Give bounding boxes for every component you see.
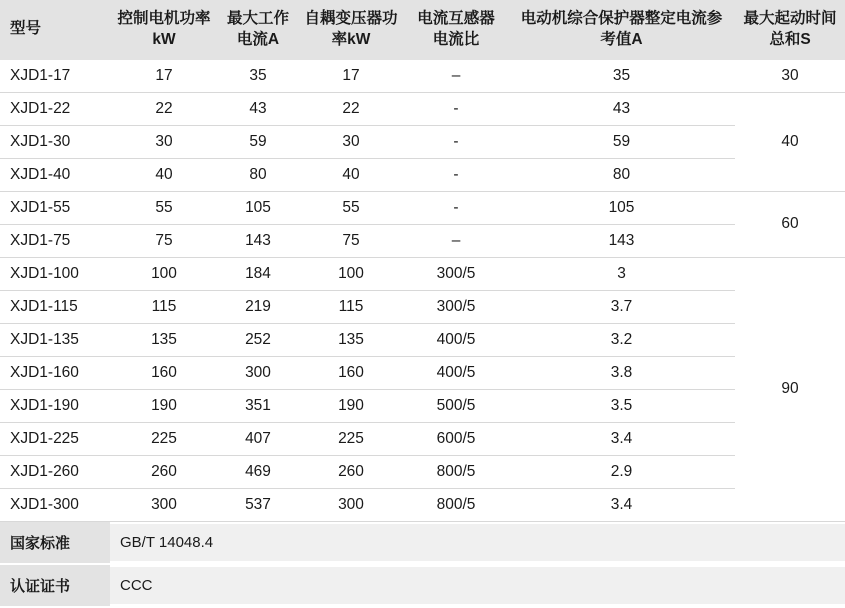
cell-ct-ratio: -: [404, 125, 508, 158]
cell-transformer-power: 100: [298, 257, 404, 290]
cell-start-time: 60: [735, 191, 845, 257]
cell-model: XJD1-40: [0, 158, 110, 191]
cell-ct-ratio: 600/5: [404, 422, 508, 455]
cell-transformer-power: 75: [298, 224, 404, 257]
cell-transformer-power: 135: [298, 323, 404, 356]
cell-model: XJD1-22: [0, 92, 110, 125]
table-row: [0, 290, 845, 323]
cell-motor-power: 115: [110, 290, 218, 323]
cell-model: XJD1-260: [0, 455, 110, 488]
table-row: [0, 92, 845, 125]
table-row: [0, 224, 845, 257]
footer-label: 国家标准: [0, 522, 110, 563]
cell-start-time: 40: [735, 92, 845, 191]
cell-ct-ratio: 400/5: [404, 323, 508, 356]
cell-max-current: 351: [218, 389, 298, 422]
cell-start-time: 90: [735, 257, 845, 521]
footer-value: GB/T 14048.4: [110, 524, 845, 561]
cell-transformer-power: 190: [298, 389, 404, 422]
table-row: [0, 455, 845, 488]
cell-model: XJD1-100: [0, 257, 110, 290]
cell-transformer-power: 300: [298, 488, 404, 521]
cell-ct-ratio: 800/5: [404, 488, 508, 521]
cell-max-current: 43: [218, 92, 298, 125]
column-header-protector-current: 电动机综合保护器整定电流参考值A: [508, 0, 735, 60]
cell-max-current: 300: [218, 356, 298, 389]
cell-max-current: 184: [218, 257, 298, 290]
cell-transformer-power: 260: [298, 455, 404, 488]
cell-model: XJD1-55: [0, 191, 110, 224]
cell-model: XJD1-115: [0, 290, 110, 323]
table-row: [0, 389, 845, 422]
cell-max-current: 537: [218, 488, 298, 521]
cell-ct-ratio: –: [404, 224, 508, 257]
cell-max-current: 252: [218, 323, 298, 356]
cell-ct-ratio: –: [404, 60, 508, 93]
cell-motor-power: 260: [110, 455, 218, 488]
cell-max-current: 143: [218, 224, 298, 257]
cell-protector-current: 3.5: [508, 389, 735, 422]
cell-model: XJD1-30: [0, 125, 110, 158]
cell-max-current: 35: [218, 60, 298, 93]
cell-ct-ratio: -: [404, 92, 508, 125]
cell-protector-current: 3.4: [508, 488, 735, 521]
cell-max-current: 59: [218, 125, 298, 158]
cell-max-current: 469: [218, 455, 298, 488]
footer-value-cell: [110, 564, 845, 607]
cell-motor-power: 190: [110, 389, 218, 422]
table-row: [0, 422, 845, 455]
cell-ct-ratio: 300/5: [404, 257, 508, 290]
cell-transformer-power: 160: [298, 356, 404, 389]
column-header-start-time: 最大起动时间总和S: [735, 0, 845, 60]
table-header-row: [0, 0, 845, 60]
table-row: [0, 257, 845, 290]
column-header-transformer-power: 自耦变压器功率kW: [298, 0, 404, 60]
cell-ct-ratio: 400/5: [404, 356, 508, 389]
table-body: [0, 60, 845, 607]
cell-motor-power: 17: [110, 60, 218, 93]
cell-protector-current: 2.9: [508, 455, 735, 488]
footer-value: CCC: [110, 567, 845, 604]
cell-max-current: 407: [218, 422, 298, 455]
table-row: [0, 191, 845, 224]
cell-start-time: 30: [735, 60, 845, 93]
cell-motor-power: 300: [110, 488, 218, 521]
cell-motor-power: 40: [110, 158, 218, 191]
column-header-ct-ratio: 电流互感器电流比: [404, 0, 508, 60]
table-row: [0, 323, 845, 356]
cell-transformer-power: 55: [298, 191, 404, 224]
cell-model: XJD1-300: [0, 488, 110, 521]
cell-motor-power: 225: [110, 422, 218, 455]
cell-protector-current: 3.7: [508, 290, 735, 323]
cell-motor-power: 100: [110, 257, 218, 290]
cell-transformer-power: 40: [298, 158, 404, 191]
cell-protector-current: 3.8: [508, 356, 735, 389]
cell-transformer-power: 115: [298, 290, 404, 323]
cell-protector-current: 105: [508, 191, 735, 224]
cell-protector-current: 80: [508, 158, 735, 191]
table-footer-row: [0, 521, 845, 564]
footer-label-cell: [0, 564, 110, 607]
footer-label: 认证证书: [0, 565, 110, 606]
cell-protector-current: 35: [508, 60, 735, 93]
cell-motor-power: 135: [110, 323, 218, 356]
cell-model: XJD1-17: [0, 60, 110, 93]
cell-ct-ratio: 800/5: [404, 455, 508, 488]
cell-transformer-power: 225: [298, 422, 404, 455]
cell-ct-ratio: 500/5: [404, 389, 508, 422]
table-row: [0, 356, 845, 389]
cell-motor-power: 22: [110, 92, 218, 125]
table-row: [0, 488, 845, 521]
cell-motor-power: 160: [110, 356, 218, 389]
cell-ct-ratio: 300/5: [404, 290, 508, 323]
table-row: [0, 158, 845, 191]
column-header-motor-power: 控制电机功率kW: [110, 0, 218, 60]
column-header-model: 型号: [0, 0, 110, 60]
cell-motor-power: 30: [110, 125, 218, 158]
cell-model: XJD1-160: [0, 356, 110, 389]
cell-model: XJD1-135: [0, 323, 110, 356]
cell-protector-current: 3.2: [508, 323, 735, 356]
cell-transformer-power: 30: [298, 125, 404, 158]
footer-label-cell: [0, 521, 110, 564]
cell-protector-current: 3: [508, 257, 735, 290]
table-footer-row: [0, 564, 845, 607]
cell-protector-current: 59: [508, 125, 735, 158]
cell-max-current: 80: [218, 158, 298, 191]
cell-protector-current: 3.4: [508, 422, 735, 455]
cell-ct-ratio: -: [404, 158, 508, 191]
cell-transformer-power: 22: [298, 92, 404, 125]
column-header-max-current: 最大工作电流A: [218, 0, 298, 60]
cell-protector-current: 143: [508, 224, 735, 257]
cell-motor-power: 55: [110, 191, 218, 224]
cell-protector-current: 43: [508, 92, 735, 125]
table-header: [0, 0, 845, 60]
cell-model: XJD1-225: [0, 422, 110, 455]
cell-transformer-power: 17: [298, 60, 404, 93]
cell-model: XJD1-190: [0, 389, 110, 422]
table-row: [0, 60, 845, 93]
table-row: [0, 125, 845, 158]
cell-motor-power: 75: [110, 224, 218, 257]
cell-max-current: 219: [218, 290, 298, 323]
cell-model: XJD1-75: [0, 224, 110, 257]
cell-max-current: 105: [218, 191, 298, 224]
cell-ct-ratio: -: [404, 191, 508, 224]
footer-value-cell: [110, 521, 845, 564]
